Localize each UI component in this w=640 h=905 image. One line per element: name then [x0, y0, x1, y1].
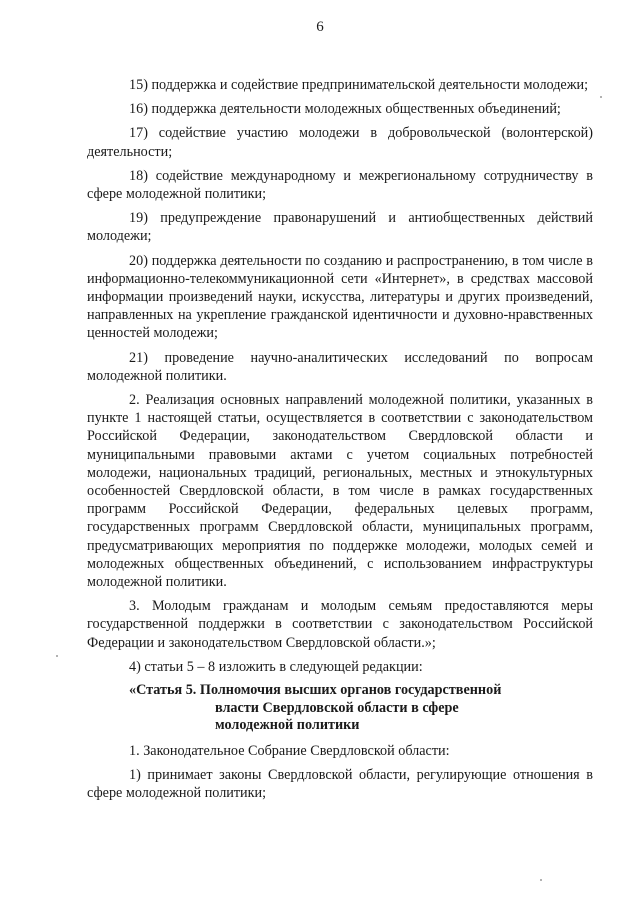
page-number: 6 — [316, 19, 324, 35]
paragraph-item-21: 21) проведение научно-аналитических исследований по вопросам молодежной политики. — [87, 349, 593, 384]
paragraph-item-20: 20) поддержка деятельности по созданию и распространению, в том числе в информационно-телекоммуникационной сети «Интернет», в средствах массовой информации произведений науки, искусства, литературы и других произведений, направленных на укрепление гражданской идентичности и духовно-нравственных ценностей молодежи; — [87, 252, 593, 342]
article-5-heading — [87, 682, 593, 735]
paragraph-point-3: 3. Молодым гражданам и молодым семьям предоставляются меры государственной поддержки в соответствии с законодательством Российской Федерации и законодательством Свердловской области.»; — [87, 598, 593, 651]
scan-speck — [56, 655, 58, 657]
paragraph-item-18: 18) содействие международному и межрегиональному сотрудничеству в сфере молодежной политики; — [87, 167, 593, 203]
paragraph-item-17: 17) содействие участию молодежи в добровольческой (волонтерской) деятельности; — [87, 125, 593, 160]
paragraph-item-16: 16) поддержка деятельности молодежных общественных объединений; — [129, 101, 561, 118]
scan-speck — [540, 879, 542, 881]
paragraph-amendment-4: 4) статьи 5 – 8 изложить в следующей редакции: — [129, 658, 423, 675]
paragraph-item-15: 15) поддержка и содействие предпринимательской деятельности молодежи; — [129, 77, 589, 93]
article-heading-line-3: молодежной политики — [215, 717, 360, 734]
document-body — [87, 76, 593, 808]
article-paragraph-1: 1. Законодательное Собрание Свердловской области: — [129, 742, 450, 759]
article-heading-line-2: власти Свердловской области в сфере — [215, 699, 459, 716]
paragraph-item-19: 19) предупреждение правонарушений и антиобщественных действий молодежи; — [87, 210, 593, 245]
paragraph-point-2: 2. Реализация основных направлений молодежной политики, указанных в пункте 1 настоящей статьи, осуществляется в соответствии с законодательством Российской Федерации, законодательством Свердловской области и муниципальными правовыми актами с учетом социальных потребностей молодежи, национальных традиций, региональных, местных и этнокультурных особенностей Свердловской области, в том числе в рамках государственных программ Российской Федерации, федеральных целевых программ, государственных программ Свердловской области, муниципальных программ, предусматривающих мероприятия по поддержке молодежи, молодых семей и молодежных общественных объединений, с использованием инфраструктуры молодежной политики. — [87, 392, 593, 591]
scan-speck — [600, 96, 602, 98]
article-paragraph-1-item-1: 1) принимает законы Свердловской области, регулирующие отношения в сфере молодежной политики; — [87, 766, 593, 801]
article-heading-line-1: «Статья 5. Полномочия высших органов государственной — [129, 682, 502, 699]
